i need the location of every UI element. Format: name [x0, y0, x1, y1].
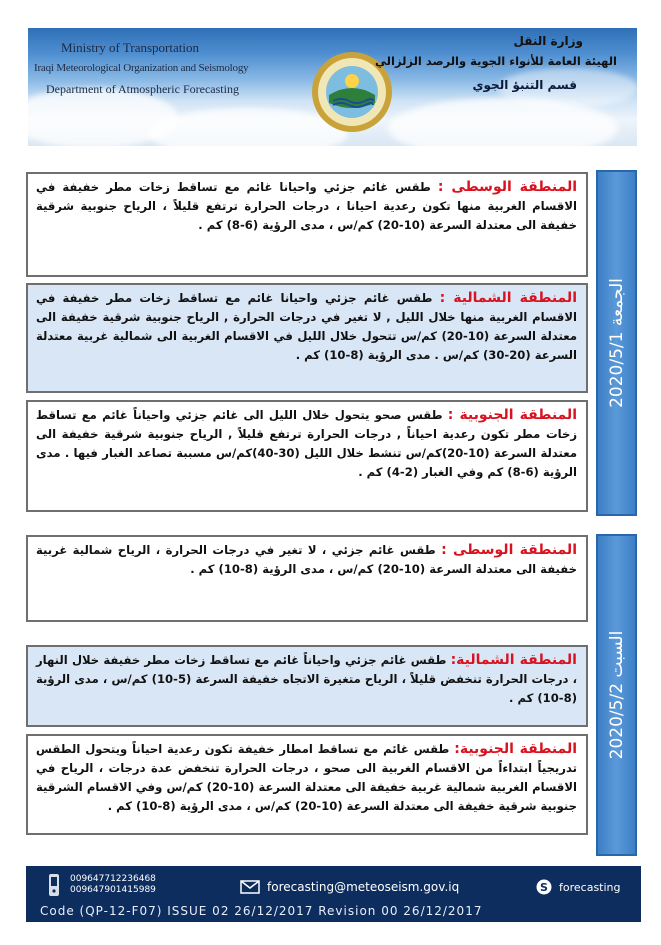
forecast-box-north-day1: [26, 283, 588, 393]
header-ministry-en: Ministry of Transportation: [61, 40, 199, 55]
region-forecast-text: طقس غائم جزئي واحياناً غائم مع تساقط زخات مطر خفيفة خلال النهار ، درجات الحرارة تنخفض قليلاً ، الرياح متغيرة الاتجاه خفيفة السرعة (5-10) كم/س ، مدى الرؤية (8-10) كم .: [36, 653, 578, 705]
region-name: المنطقة الوسطى :: [441, 542, 577, 558]
region-forecast-text: طقس غائم جزئي ، لا تغير في درجات الحرارة ، الرياح شمالية غربية خفيفة الى معتدلة السرعة (10-20) كم/س ، مدى الرؤية (8-10) كم .: [36, 543, 577, 576]
region-forecast-text: طقس صحو يتحول خلال الليل الى غائم جزئي واحياناً غائم مع تساقط زخات مطر تكون رعدية احياناً , درجات الحرارة ترتفع قليلاً , الرياح جنوبية شرقية خفيفة الى معتدلة السرعة (10-20)كم/س تنشط خلال الليل (30-40)كم/س مسببة تصاعد الغبار فيها . مدى الرؤية (6-8) كم وفي الغبار (2-4) كم .: [36, 408, 577, 479]
header-department-ar: قسم التنبؤ الجوي: [472, 78, 577, 92]
header-banner: [28, 28, 637, 146]
region-name: المنطقة الجنوبية:: [454, 741, 578, 757]
email-link[interactable]: forecasting@meteoseism.gov.iq: [267, 880, 460, 894]
forecast-box-south-day2: [26, 734, 588, 835]
header-ministry-ar: وزارة النقل: [513, 34, 583, 48]
skype-icon: [536, 879, 552, 895]
region-forecast-text: طقس غائم مع تساقط امطار خفيفة تكون رعدية احياناً ويتحول الطقس تدريجياً ابتداءاً من الاقسام الغربية الى صحو ، درجات الحرارة تنخفض عدة درجات ، الرياح في الاقسام الغربية شمالية غربية خفيفة الى معتدلة السرعة (10-20) كم/س وفي الاقسام الشرقية جنوبية شرقية خفيفة الى معتدلة السرعة (10-20) كم/س ، مدى الرؤية (8-10) كم .: [36, 742, 578, 813]
region-name: المنطقة الشمالية:: [450, 652, 577, 668]
skype-id[interactable]: forecasting: [559, 881, 621, 894]
mobile-phone-icon: [48, 873, 60, 897]
phone-number-1[interactable]: 009647712236468: [70, 874, 156, 884]
region-name: المنطقة الشمالية :: [439, 290, 577, 306]
footer-bar: [26, 866, 641, 922]
header-organization-en: Iraqi Meteorological Organization and Seismology: [34, 62, 249, 74]
region-forecast-text: طقس غائم جزئي واحيانا غائم مع تساقط زخات مطر خفيفة في الاقسام الغربية منها خلال الليل , لا تغير في درجات الحرارة , الرياح جنوبية شرقية خفيفة الى معتدلة السرعة (10-20) كم/س تتحول خلال الليل في الاقسام الغربية الى شمالية غربية معتدلة السرعة (20-30) كم/س . مدى الرؤية (8-10) كم .: [36, 291, 578, 362]
svg-text:S: S: [540, 881, 548, 894]
day-band-friday: [596, 170, 637, 516]
forecast-box-north-day2: [26, 645, 588, 727]
phone-number-2[interactable]: 009647901415989: [70, 885, 156, 895]
header-department-en: Department of Atmospheric Forecasting: [46, 82, 239, 96]
region-name: المنطقة الجنوبية :: [447, 407, 577, 423]
forecast-box-central-day2: [26, 535, 588, 622]
header-organization-ar: الهيئة العامة للأنواء الجوية والرصد الزلزالي: [375, 54, 617, 68]
day-label-saturday: السبت 2020/5/2: [606, 630, 627, 760]
day-label-friday: الجمعة 2020/5/1: [606, 278, 627, 408]
day-band-saturday: [596, 534, 637, 856]
email-envelope-icon: [240, 880, 260, 894]
forecast-box-central-day1: [26, 172, 588, 277]
forecast-box-south-day1: [26, 400, 588, 512]
region-forecast-text: طقس غائم جزئي واحيانا غائم مع تساقط زخات مطر خفيفة في الاقسام الغربية منها تكون رعدية احيانا ، درجات الحرارة ترتفع قليلاً ، الرياح جنوبية شرقية خفيفة الى معتدلة السرعة (10-20) كم/س ، مدى الرؤية (6-8) كم .: [36, 180, 577, 232]
document-code-line: Code (QP-12-F07) ISSUE 02 26/12/2017 Revision 00 26/12/2017: [40, 904, 483, 918]
region-name: المنطقة الوسطى :: [437, 179, 578, 195]
